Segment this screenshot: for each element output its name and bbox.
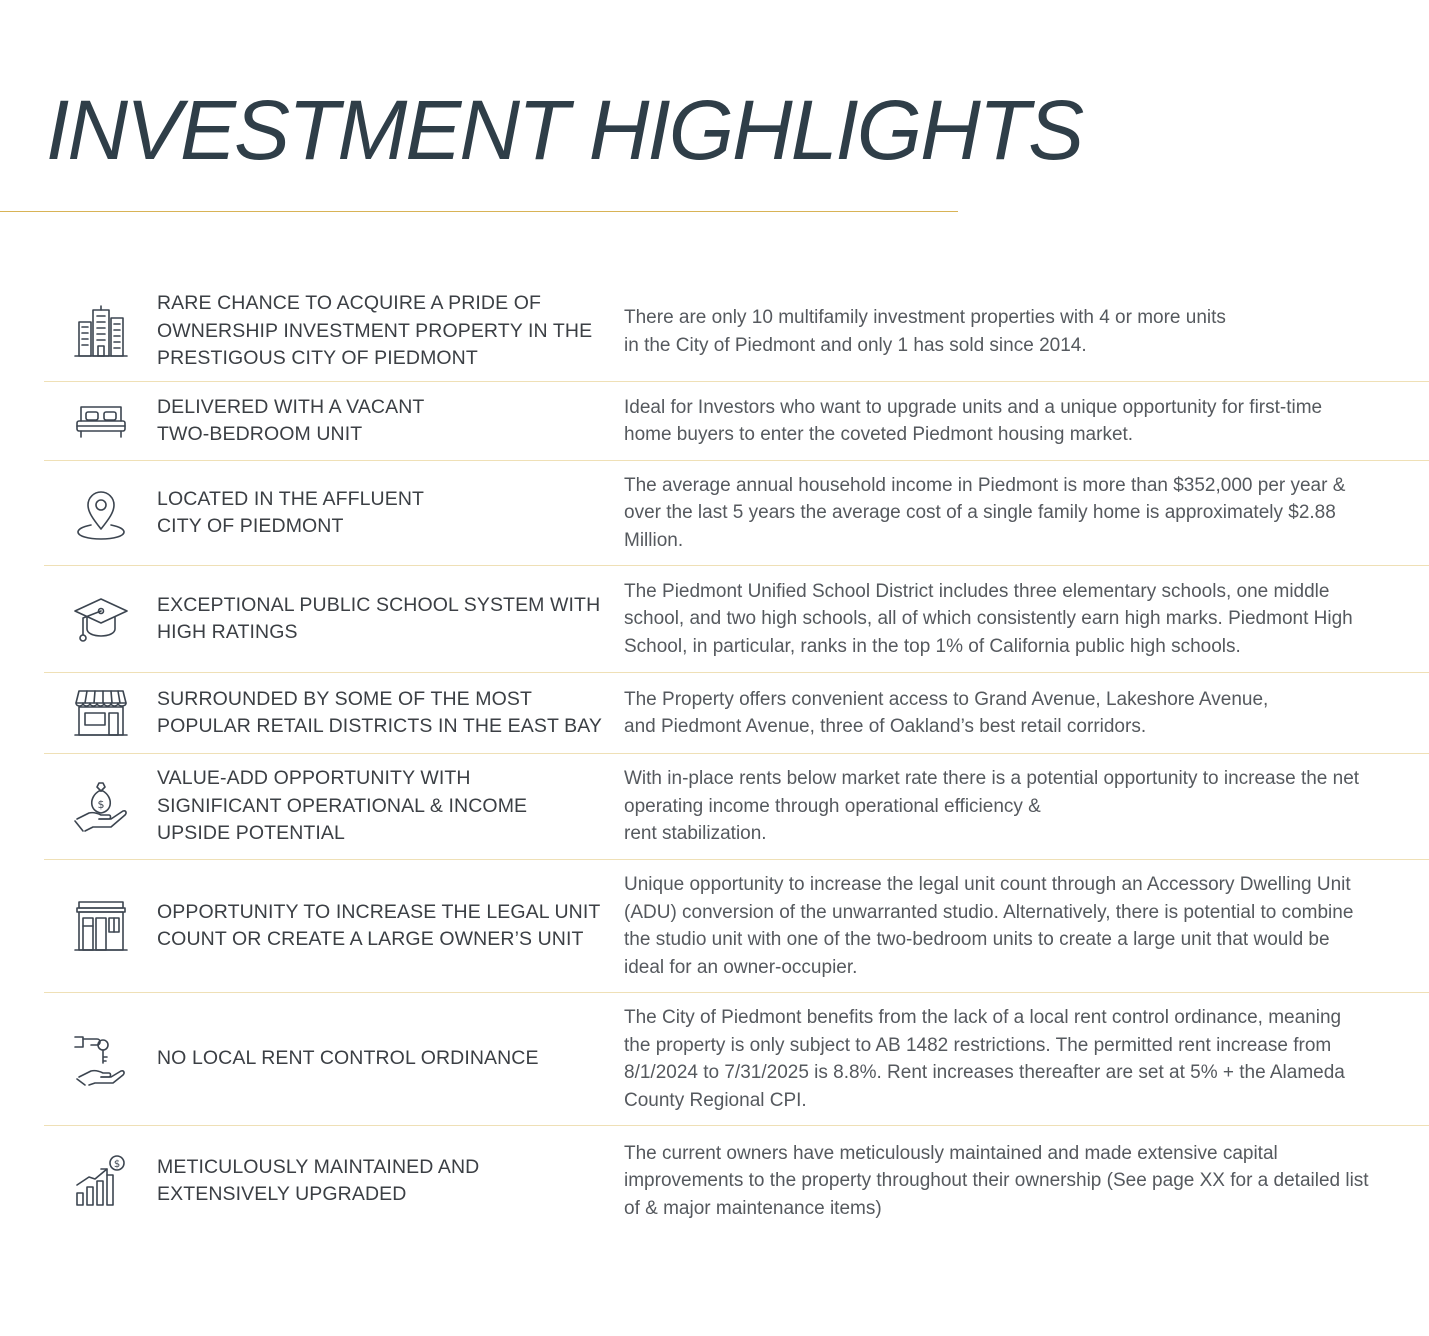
highlight-heading: LOCATED IN THE AFFLUENT CITY OF PIEDMONT <box>157 487 425 537</box>
highlight-description: The City of Piedmont benefits from the lack of a local rent control ordinance, meaning the property is only subject to AB 1482 restrictions. The permitted rent increase from 8/1/2024 to 7/31/2025 is 8.8%. Rent increases thereafter are set at 5% + the Alameda County Regional CPI. <box>624 1007 1345 1111</box>
svg-text:$: $ <box>97 797 104 811</box>
highlight-heading: VALUE-ADD OPPORTUNITY WITH SIGNIFICANT OPERATIONAL & INCOME UPSIDE POTENTIAL <box>157 767 528 845</box>
highlight-heading: RARE CHANCE TO ACQUIRE A PRIDE OF OWNERSHIP INVESTMENT PROPERTY IN THE PRESTIGOUS CITY OF PIEDMONT <box>157 292 593 370</box>
highlight-row <box>44 673 1429 754</box>
highlight-description: There are only 10 multifamily investment properties with 4 or more units in the City of Piedmont and only 1 has sold since 2014. <box>624 307 1226 356</box>
highlight-description: The average annual household income in Piedmont is more than $352,000 per year & over the last 5 years the average cost of a single family home is approximately $2.88 Million. <box>624 474 1346 551</box>
title-divider <box>0 211 958 212</box>
page-title: INVESTMENT HIGHLIGHTS <box>46 83 1083 177</box>
highlight-heading: NO LOCAL RENT CONTROL ORDINANCE <box>157 1047 539 1070</box>
highlight-description: Ideal for Investors who want to upgrade units and a unique opportunity for first-time home buyers to enter the coveted Piedmont housing market. <box>624 396 1323 445</box>
svg-text:$: $ <box>113 1159 120 1170</box>
highlight-heading: OPPORTUNITY TO INCREASE THE LEGAL UNIT COUNT OR CREATE A LARGE OWNER’S UNIT <box>157 900 601 950</box>
highlight-description: Unique opportunity to increase the legal unit count through an Accessory Dwelling Unit (ADU) conversion of the unwarranted studio. Alternatively, there is potential to combine the studio unit with one of the two-bedroom units to create a large unit that would be ideal for an owner-occupier. <box>624 874 1354 978</box>
highlight-row <box>44 461 1429 566</box>
highlight-row <box>44 382 1429 461</box>
highlight-heading: DELIVERED WITH A VACANT TWO-BEDROOM UNIT <box>157 395 425 445</box>
highlight-description: The current owners have meticulously maintained and made extensive capital improvements to the property throughout their ownership (See page XX for a detailed list of & major maintenance items) <box>624 1142 1369 1219</box>
highlight-description: The Piedmont Unified School District includes three elementary schools, one middle school, and two high schools, all of which consistently earn high marks. Piedmont High School, in particular, ranks in the top 1% of California public high schools. <box>624 580 1353 657</box>
highlight-description: The Property offers convenient access to Grand Avenue, Lakeshore Avenue, and Piedmont Avenue, three of Oakland’s best retail corridors. <box>624 688 1269 737</box>
graduation-cap-icon <box>44 591 157 647</box>
highlight-heading: SURROUNDED BY SOME OF THE MOST POPULAR RETAIL DISTRICTS IN THE EAST BAY <box>157 687 603 737</box>
highlight-heading: EXCEPTIONAL PUBLIC SCHOOL SYSTEM WITH HIGH RATINGS <box>157 593 601 643</box>
highlight-row <box>44 860 1429 993</box>
key-handover-icon <box>44 1031 157 1087</box>
highlight-description: With in-place rents below market rate there is a potential opportunity to increase the net operating income through operational efficiency & rent stabilization. <box>624 768 1360 845</box>
bed-icon <box>44 393 157 449</box>
growth-chart-icon <box>44 1153 157 1209</box>
highlight-row <box>44 282 1429 382</box>
building-facade-icon <box>44 898 157 954</box>
storefront-icon <box>44 685 157 741</box>
location-pin-icon <box>44 485 157 541</box>
highlight-row <box>44 566 1429 673</box>
highlight-row <box>44 993 1429 1126</box>
highlights-list <box>44 282 1429 1236</box>
highlight-heading: METICULOUSLY MAINTAINED AND EXTENSIVELY UPGRADED <box>157 1155 480 1205</box>
highlight-row <box>44 754 1429 860</box>
money-bag-hand-icon <box>44 779 157 835</box>
highlight-row <box>44 1126 1429 1236</box>
city-buildings-icon <box>44 304 157 360</box>
